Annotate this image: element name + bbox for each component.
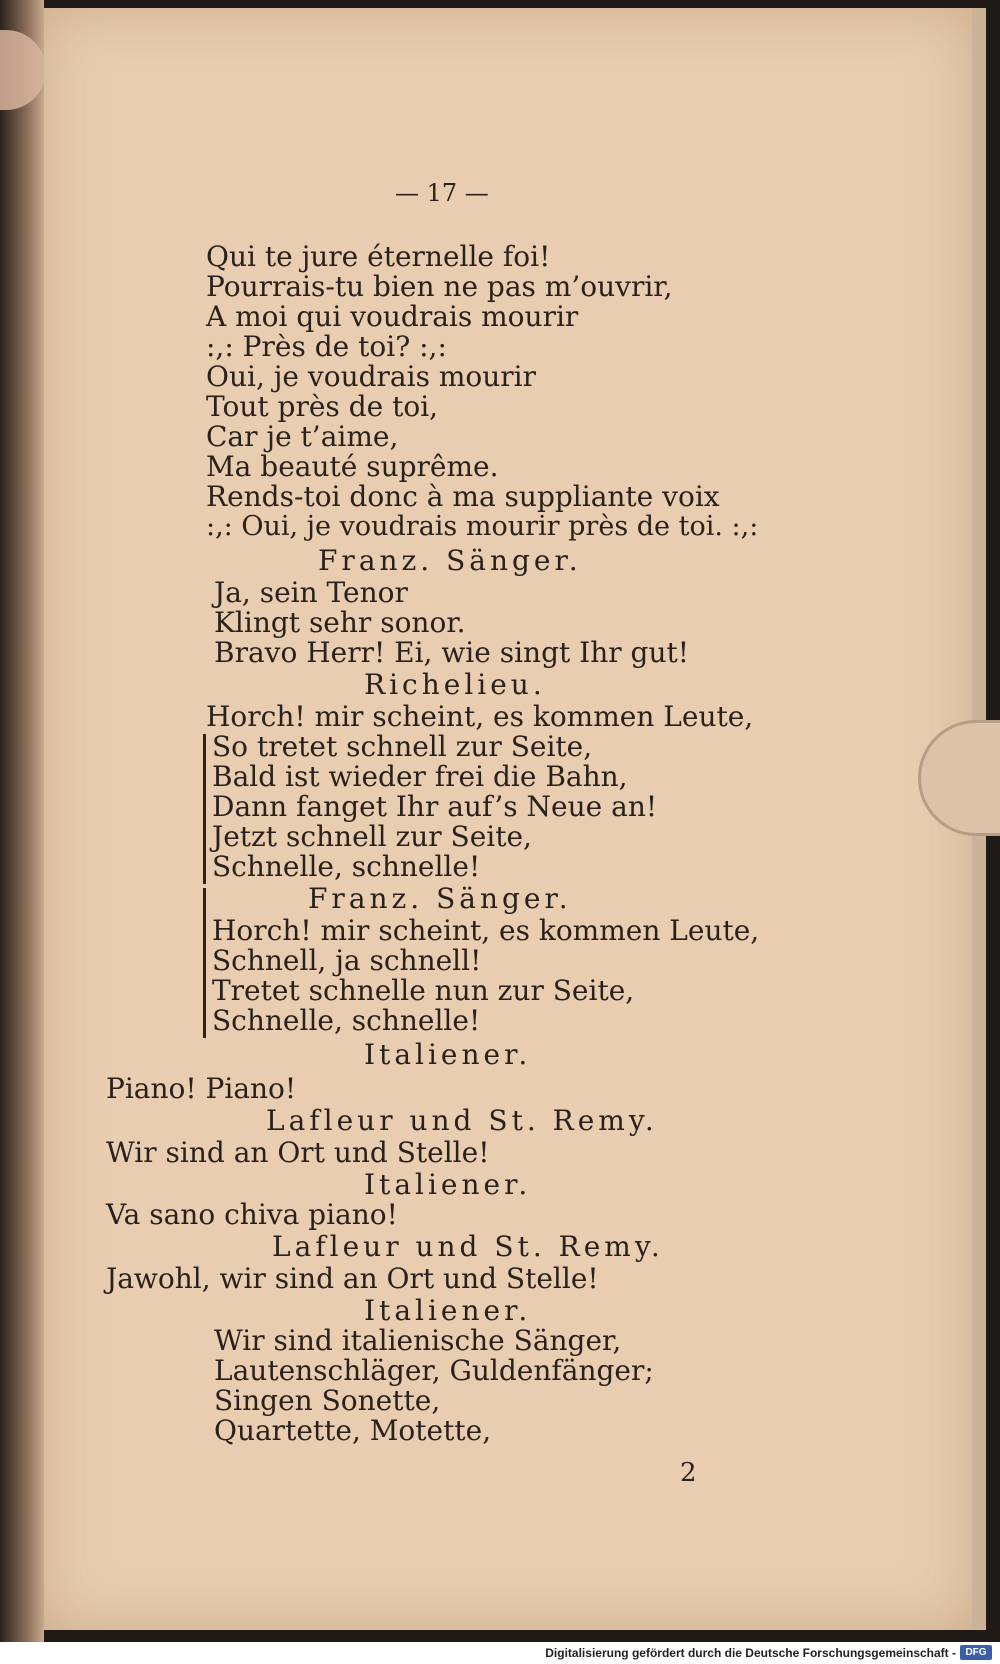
text-line: Schnelle, schnelle! bbox=[212, 850, 481, 883]
speaker-label: Italiener. bbox=[364, 1168, 532, 1201]
speaker-label: Italiener. bbox=[364, 1038, 532, 1071]
page-number: — 17 — bbox=[395, 179, 489, 207]
text-line: Schnell, ja schnell! bbox=[212, 944, 482, 977]
text-line: Car je t’aime, bbox=[206, 420, 399, 453]
brace bbox=[203, 888, 206, 1038]
text-line: Lautenschläger, Guldenfänger; bbox=[214, 1354, 654, 1387]
text-line: Wir sind an Ort und Stelle! bbox=[106, 1136, 490, 1169]
text-line: Schnelle, schnelle! bbox=[212, 1004, 481, 1037]
text-line: Ma beauté suprême. bbox=[206, 450, 499, 483]
text-line: Jawohl, wir sind an Ort und Stelle! bbox=[106, 1262, 599, 1295]
text-line: :,: Près de toi? :,: bbox=[206, 330, 447, 363]
speaker-label: Lafleur und St. Remy. bbox=[272, 1230, 664, 1263]
speaker-label: Richelieu. bbox=[364, 668, 546, 701]
text-line: Piano! Piano! bbox=[106, 1072, 297, 1105]
text-line: Quartette, Motette, bbox=[214, 1414, 492, 1447]
text-line: Horch! mir scheint, es kommen Leute, bbox=[212, 914, 760, 947]
text-line: Tout près de toi, bbox=[206, 390, 439, 423]
book-spine-edge bbox=[0, 0, 44, 1664]
text-line: Ja, sein Tenor bbox=[214, 576, 408, 609]
text-line: Singen Sonette, bbox=[214, 1384, 441, 1417]
text-line: :,: Oui, je voudrais mourir près de toi. :,: bbox=[206, 511, 759, 542]
dfg-logo: DFG bbox=[960, 1645, 992, 1660]
text-line: Rends-toi donc à ma suppliante voix bbox=[206, 480, 720, 513]
speaker-label: Italiener. bbox=[364, 1294, 532, 1327]
text-line: Horch! mir scheint, es kommen Leute, bbox=[206, 700, 754, 733]
text-line: Klingt sehr sonor. bbox=[214, 606, 466, 639]
text-line: So tretet schnell zur Seite, bbox=[212, 730, 593, 763]
text-line: Oui, je voudrais mourir bbox=[206, 360, 536, 393]
text-line: A moi qui voudrais mourir bbox=[206, 300, 579, 333]
text-line: Bald ist wieder frei die Bahn, bbox=[212, 760, 628, 793]
brace bbox=[203, 734, 206, 884]
speaker-label: Franz. Sänger. bbox=[308, 882, 572, 915]
text-line: Dann fanget Ihr auf’s Neue an! bbox=[212, 790, 658, 823]
signature-mark: 2 bbox=[680, 1458, 697, 1488]
text-line: Wir sind italienische Sänger, bbox=[214, 1324, 622, 1357]
text-line: Va sano chiva piano! bbox=[106, 1198, 398, 1231]
speaker-label: Franz. Sänger. bbox=[318, 544, 582, 577]
text-line: Tretet schnelle nun zur Seite, bbox=[212, 974, 635, 1007]
text-line: Qui te jure éternelle foi! bbox=[206, 240, 551, 273]
digitization-footer bbox=[0, 1642, 1000, 1664]
text-line: Pourrais-tu bien ne pas m’ouvrir, bbox=[206, 270, 673, 303]
speaker-label: Lafleur und St. Remy. bbox=[266, 1104, 658, 1137]
text-line: Bravo Herr! Ei, wie singt Ihr gut! bbox=[214, 636, 690, 669]
text-line: Jetzt schnell zur Seite, bbox=[212, 820, 532, 853]
footer-text: Digitalisierung gefördert durch die Deutsche Forschungsgemeinschaft - bbox=[545, 1646, 956, 1660]
